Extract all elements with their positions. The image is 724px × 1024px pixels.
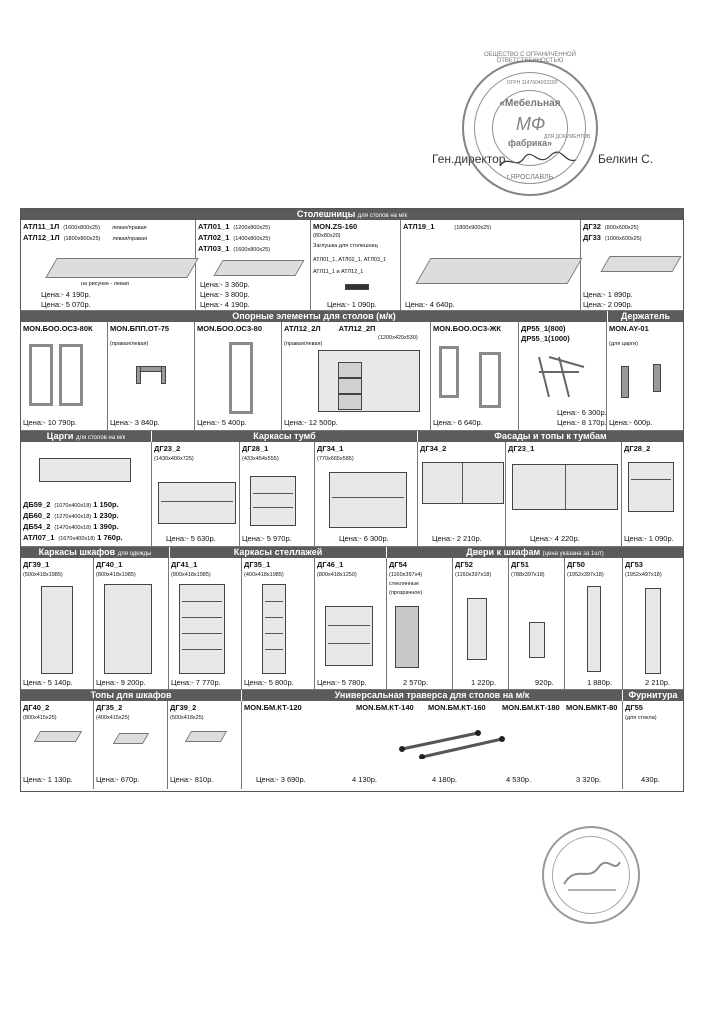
stamp-logo: МФ [516,114,546,134]
door-dg51: ДГ51 (788х397х18) 920р. [509,558,565,689]
top-dg40-2: ДГ40_2 (800х415х25) Цена:- 1 130р. [21,701,94,789]
countertop-dg32: ДГ32 (800х600х25) ДГ33 (1000х600х25) Цена:- 1 890р. Цена:- 2 090р. [581,220,683,310]
holder-ay-01: MON.AY-01 (для царги) Цена:- 600р. [607,322,683,430]
countertop-plug: MON.ZS-160 (80х80х20) Заглушка для столешниц АТЛ01_1, АТЛ02_1, АТЛ03_1 АТЛ11_1 и АТЛ12_1 Цена:- 1 090р. [311,220,401,310]
wardrobe-dg39-1: ДГ39_1 (500х418х1985) Цена:- 5 140р. [21,558,94,689]
support-atl12-2: АТЛ12_2Л АТЛ12_2П (1200х420х530) (правая/левая) Цена:- 12 500р. [282,322,431,430]
shelving-dg35-1: ДГ35_1 (400х418х1985) Цена:- 5 800р. [242,558,315,689]
support-dr55: ДР55_1(800) ДР55_1(1000) Цена:- 6 300р. Цена:- 8 170р. [519,322,607,430]
hardware-dg55: ДГ55 (для стекла) 430р. [625,703,660,784]
wardrobe-dg40-1: ДГ40_1 (800х418х1985) Цена:- 9 200р. [94,558,169,689]
support-ot-75: MON.БПП.ОТ-75 (правая/левая) Цена:- 3 840р. [108,322,195,430]
modesty-panels: ДБ59_2 (1070х400х18) 1 150р. ДБ60_2 (1270х400х18) 1 230р. ДБ54_2 (1470х400х18) 1 390р. АТЛ07_1 (1670х400х18) 1 760р. [21,442,152,546]
countertop-atl11: АТЛ11_1Л (1600х800х25) левая/правая АТЛ12_1Л (1800х800х25) левая/правая на рисунке - левая Цена:- 4 190р. Цена:- 5 070р. [21,220,196,310]
section-modesty-header: Царги для столов на м/к [21,431,151,442]
section-holder-header: Держатель [608,311,683,322]
door-dg53: ДГ53 (1952х497х18) 2 210р. [625,560,671,687]
section-wardrobe-header: Каркасы шкафов для одежды [21,547,169,558]
pedestal-dg23-2: ДГ23_2 (1430х400х725) Цена:- 5 630р. [152,442,240,546]
pedestal-dg28-1: ДГ28_1 (433х454х555) Цена:- 5 970р. [240,442,315,546]
section-doors-header: Двери к шкафам (цена указана за 1шт) [387,547,683,558]
door-dg50: ДГ50 (1952х397х18) 1 880р. [565,558,623,689]
stamp-city: г.ЯРОСЛАВЛЬ [506,174,554,181]
section-shelving-header: Каркасы стеллажей [170,547,386,558]
section-facades-header: Фасады и топы к тумбам [418,431,683,442]
section-traverse-header: Универсальная траверса для столов на м/к [242,690,622,701]
countertop-atl19: АТЛ19_1 (1800х900х25) Цена:- 4 640р. [401,220,581,310]
price-sheet [20,208,684,792]
stamp-inner1: «Мебельная [499,98,561,109]
director-label: Ген.директор [432,152,506,166]
traverse-block: MON.БМ.КТ-120 MON.БМ.КТ-140 MON.БМ.КТ-160 MON.БМ.КТ-180 MON.БМКТ-80 Цена:- 3 690р. 4 130р. 4 180р. 4 530р. 3 320р. [242,701,623,789]
director-name: Белкин С. [598,152,654,166]
countertop-atl01: АТЛ01_1 (1200х800х25) АТЛ02_1 (1400х800х25) АТЛ03_1 (1600х800х25) Цена:- 3 360р. Цена:- 3 800р. Цена:- 4 190р. [196,220,311,310]
shelving-dg41-1: ДГ41_1 (800х418х1985) Цена:- 7 770р. [169,558,242,689]
stamp-ogrn: ОГРН 1147604002290 [506,80,558,86]
traverse-bars-drawing [398,729,508,759]
bottom-stamp [542,826,640,924]
stamp-inner2: фабрика» [508,138,552,148]
door-dg54: ДГ54 (1160х397х4) стеклянные (прозрачное) 2 570р. [387,558,453,689]
section-hardware-header: Фурнитура [623,690,683,701]
top-dg39-2: ДГ39_2 (500х418х25) Цена:- 810р. [168,701,242,789]
section-supports-header: Опорные элементы для столов (м/к) [21,311,607,322]
facade-dg28-2: ДГ28_2 Цена:- 1 090р. [624,444,674,543]
door-dg52: ДГ52 (1160х397х18) 1 220р. [453,558,509,689]
section-countertops-header: Столешницы для столов на м/к [21,209,683,220]
stamp-docs: ДЛЯ ДОКУМЕНТОВ [544,134,591,140]
support-oc3-80: MON.БОО.ОС3-80 Цена:- 5 400р. [195,322,282,430]
pedestal-dg34-1: ДГ34_1 (770х665х585) Цена:- 6 300р. [315,442,418,546]
support-oc3-80k: MON.БОО.ОС3-80К Цена:- 10 790р. [21,322,108,430]
facade-dg34-2: ДГ34_2 Цена:- 2 210р. [418,442,506,546]
top-dg35-2: ДГ35_2 (400х415х25) Цена:- 670р. [94,701,168,789]
support-oc3-zhk: MON.БОО.ОС3-ЖК Цена:- 6 640р. [431,322,519,430]
section-pedestal-header: Каркасы тумб [152,431,417,442]
company-stamp [462,52,598,196]
dr55-leg-drawing [529,352,589,402]
shelving-dg46-1: ДГ46_1 (800х418х1250) Цена:- 5 780р. [315,558,387,689]
facade-dg23-1: ДГ23_1 Цена:- 4 220р. [506,442,622,546]
stamp-outer-text: ОБЩЕСТВО С ОГРАНИЧЕННОЙ ОТВЕТСТВЕННОСТЬЮ [484,52,576,64]
section-tops-header: Топы для шкафов [21,690,241,701]
